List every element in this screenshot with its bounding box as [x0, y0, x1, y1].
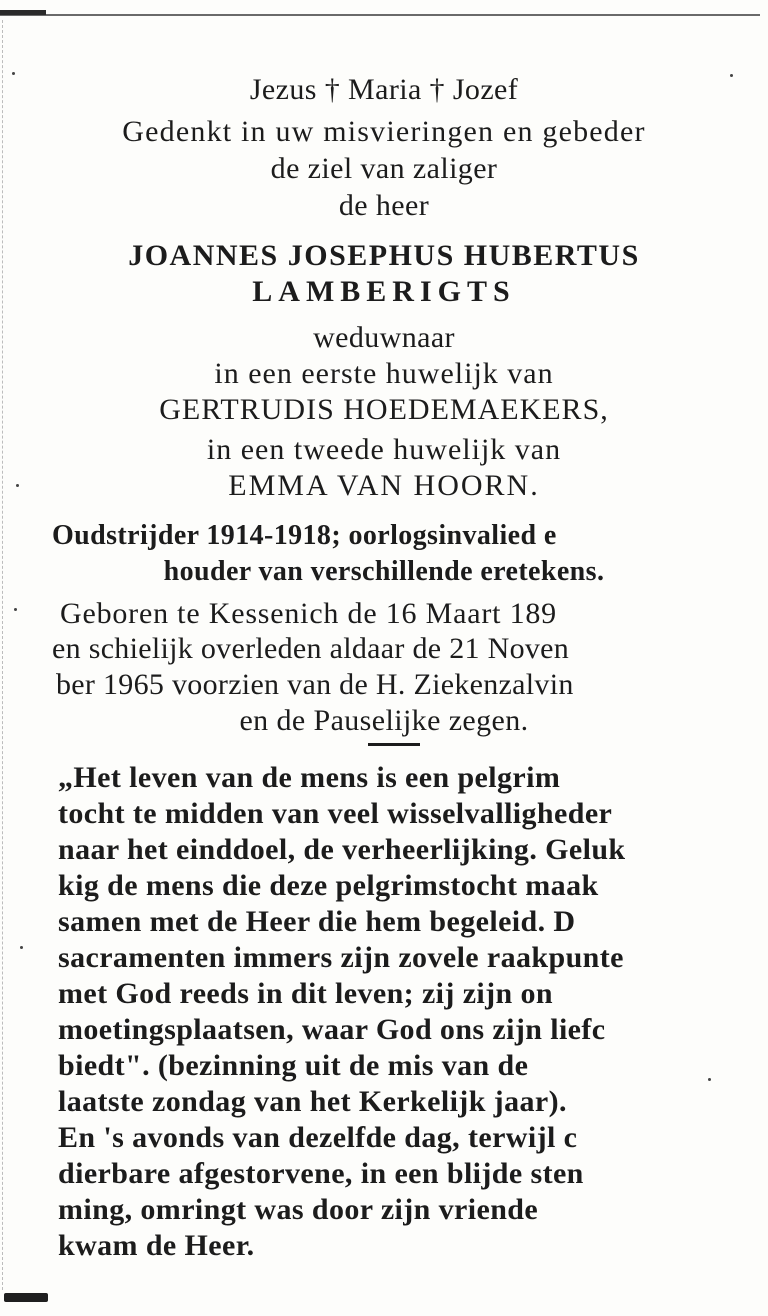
invocation: Jezus † Maria † Jozef: [249, 73, 519, 106]
birth-line: Geboren te Kessenich de 16 Maart 189: [60, 597, 557, 630]
reflection-line: En 's avonds van dezelfde dag, terwijl c: [58, 1121, 578, 1154]
reflection-line: samen met de Heer die hem begeleid. D: [58, 905, 576, 938]
honours-line-2: houder van verschillende eretekens.: [163, 556, 605, 587]
deceased-surname: LAMBERIGTS: [252, 275, 516, 308]
reflection-line: kig de mens die deze pelgrimstocht maak: [58, 869, 599, 902]
death-line: en schielijk overleden aldaar de 21 Noven: [52, 632, 570, 665]
blessing-line: en de Pauselijke zegen.: [239, 704, 529, 737]
scan-mark-bottom: [4, 1293, 48, 1302]
honours-line-1: Oudstrijder 1914-1918; oorlogsinvalied e: [52, 520, 557, 551]
reflection-line: laatste zondag van het Kerkelijk jaar).: [58, 1085, 567, 1118]
reflection-line: sacramenten immers zijn zovele raakpunte: [58, 941, 624, 974]
reflection-line: naar het einddoel, de verheerlijking. Geluk: [58, 833, 626, 866]
speck: [20, 946, 23, 949]
second-spouse: EMMA VAN HOORN.: [228, 469, 540, 502]
speck: [14, 608, 17, 611]
deceased-given-names: JOANNES JOSEPHUS HUBERTUS: [128, 239, 640, 272]
reflection-line: ming, omringt was door zijn vriende: [58, 1193, 539, 1226]
card-top-edge: [0, 14, 760, 16]
reflection-line: kwam de Heer.: [58, 1229, 255, 1262]
first-marriage-intro: in een eerste huwelijk van: [214, 357, 554, 390]
first-spouse: GERTRUDIS HOEDEMAEKERS,: [159, 393, 609, 426]
status-line: weduwnaar: [313, 321, 455, 354]
reflection-line: met God reeds in dit leven; zij zijn on: [58, 977, 553, 1010]
scan-mark-top: [0, 10, 46, 15]
section-divider: [368, 743, 420, 746]
reflection-line: biedt". (bezinning uit de mis van de: [58, 1049, 529, 1082]
second-marriage-intro: in een tweede huwelijk van: [206, 433, 562, 466]
title-line: de heer: [338, 189, 430, 222]
reflection-line: moetingsplaatsen, waar God ons zijn liefc: [58, 1013, 606, 1046]
sacraments-line: ber 1965 voorzien van de H. Ziekenzalvin: [56, 668, 574, 701]
remembrance-line: Gedenkt in uw misvieringen en gebeder: [122, 115, 646, 148]
reflection-line: dierbare afgestorvene, in een blijde sten: [58, 1157, 584, 1190]
reflection-line: tocht te midden van veel wisselvalligheder: [58, 797, 613, 830]
reflection-line: „Het leven van de mens is een pelgrim: [58, 761, 561, 794]
soul-line: de ziel van zaliger: [270, 152, 498, 185]
